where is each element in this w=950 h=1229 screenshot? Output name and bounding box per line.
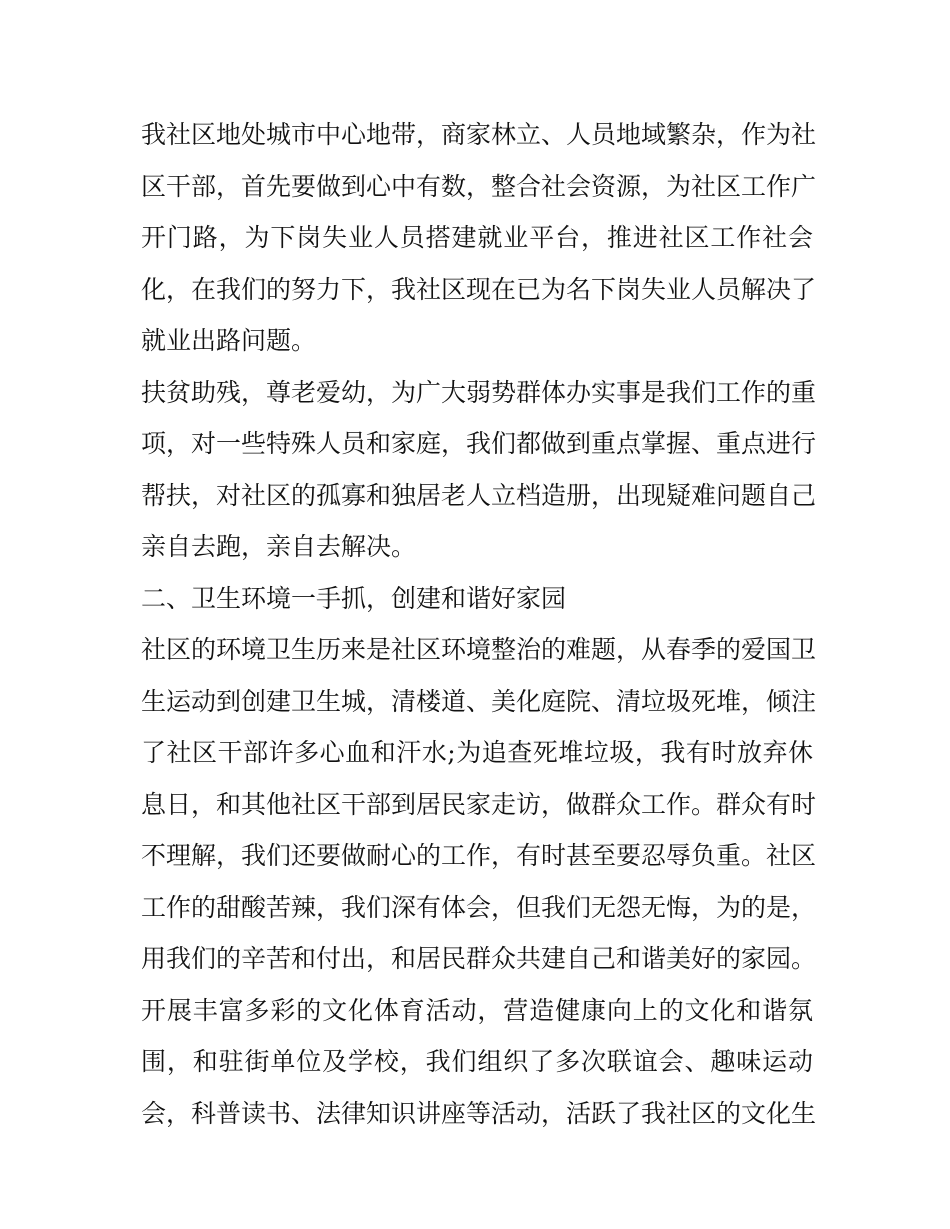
- text-line: 不理解，我们还要做耐心的工作，有时甚至要忍辱负重。社区: [141, 841, 817, 870]
- paragraph: [141, 624, 817, 985]
- text-line: 项，对一些特殊人员和家庭，我们都做到重点掌握、重点进行: [141, 429, 817, 458]
- paragraph: [141, 367, 817, 573]
- text-line: 化，在我们的努力下，我社区现在已为名下岗失业人员解决了: [141, 274, 817, 304]
- text-line: 开展丰富多彩的文化体育活动，营造健康向上的文化和谐氛: [141, 995, 813, 1025]
- paragraph: [141, 985, 817, 1140]
- paragraph: [141, 109, 817, 367]
- section-heading: [141, 573, 813, 625]
- text-line: 扶贫助残，尊老爱幼，为广大弱势群体办实事是我们工作的重: [141, 377, 817, 407]
- document-body: [141, 109, 817, 1139]
- text-line: 亲自去跑，亲自去解决。: [141, 532, 417, 561]
- text-line: 就业出路问题。: [141, 326, 317, 355]
- text-line: 我社区地处城市中心地带，商家林立、人员地域繁杂，作为社: [141, 120, 817, 149]
- text-line: 社区的环境卫生历来是社区环境整治的难题，从春季的爱国卫: [141, 635, 817, 664]
- text-line: 围，和驻街单位及学校，我们组织了多次联谊会、趣味运动: [141, 1047, 813, 1076]
- text-line: 息日，和其他社区干部到居民家走访，做群众工作。群众有时: [141, 789, 817, 819]
- text-line: 开门路，为下岗失业人员搭建就业平台，推进社区工作社会: [141, 223, 813, 252]
- text-line: 区干部，首先要做到心中有数，整合社会资源，为社区工作广: [141, 171, 817, 201]
- text-line: 用我们的辛苦和付出，和居民群众共建自己和谐美好的家园。: [141, 944, 817, 973]
- text-line: 生运动到创建卫生城，清楼道、美化庭院、清垃圾死堆，倾注: [141, 686, 817, 716]
- text-line: 会，科普读书、法律知识讲座等活动，活跃了我社区的文化生: [141, 1098, 817, 1128]
- text-line: 工作的甜酸苦辣，我们深有体会，但我们无怨无悔，为的是，: [141, 892, 817, 922]
- text-line: 了社区干部许多心血和汗水;为追查死堆垃圾，我有时放弃休: [141, 738, 813, 767]
- text-line: 帮扶，对社区的孤寡和独居老人立档造册，出现疑难问题自己: [141, 480, 817, 510]
- heading-line: 二、卫生环境一手抓，创建和谐好家园: [141, 583, 567, 613]
